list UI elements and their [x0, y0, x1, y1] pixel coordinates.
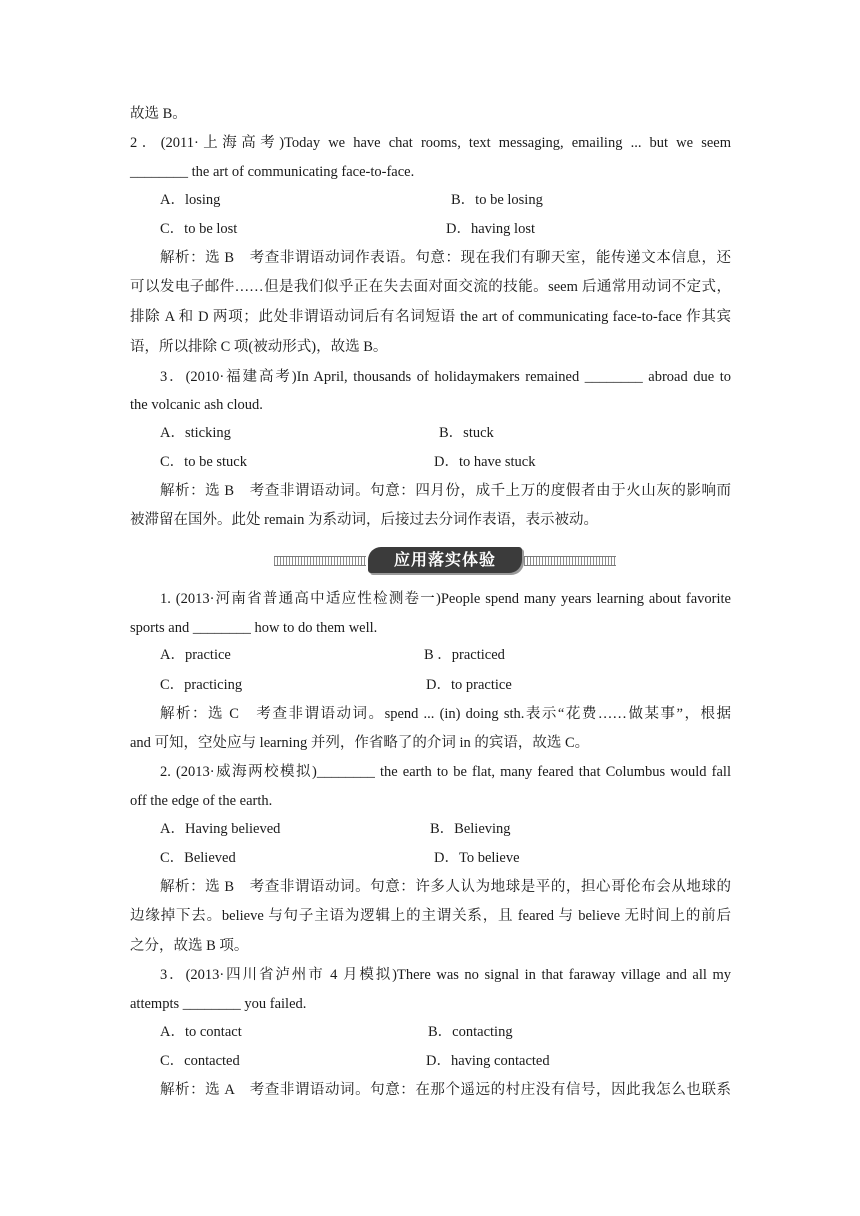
practice-3-stem-cont: attempts ________ you failed. [130, 996, 307, 1012]
answer-line: 故选 B。 [130, 106, 187, 122]
section-banner [274, 547, 616, 575]
practice-2-option-d: D．To believe [434, 850, 520, 866]
practice-2-stem-cont: off the edge of the earth. [130, 793, 273, 809]
practice-2-explanation-3: 之分，故选 B 项。 [130, 938, 249, 954]
question-2-stem-cont: ________ the art of communicating face-to-face. [130, 164, 415, 180]
question-3-option-d: D．to have stuck [434, 454, 536, 470]
question-3-option-b: B．stuck [439, 425, 494, 441]
question-2-explanation-2: 可以发电子邮件……但是我们似乎正在失去面对面交流的技能。seem 后通常用动词不定式， [130, 279, 731, 295]
question-3-explanation: 解析：选 B 考查非谓语动词。句意：四月份，成千上万的度假者由于火山灰的影响而 [160, 483, 731, 499]
banner-stripe-left [274, 556, 366, 566]
question-2-option-c: C．to be lost [160, 221, 238, 237]
question-2-explanation-4: 语，所以排除 C 项(被动形式)，故选 B。 [130, 339, 388, 355]
practice-1-explanation-2: and 可知，空处应与 learning 并列，作省略了的介词 in 的宾语，故选 C。 [130, 735, 590, 751]
practice-1-stem: 1. (2013·河南省普通高中适应性检测卷一)People spend many years learning about favorite [160, 591, 731, 607]
section-title: 应用落实体验 [393, 550, 496, 569]
practice-2-option-c: C．Believed [160, 850, 236, 866]
practice-2-option-b: B．Believing [430, 821, 511, 837]
practice-3-stem: 3．(2013·四川省泸州市 4 月模拟)There was no signal in that faraway village and all my [160, 967, 731, 983]
practice-1-option-a: A．practice [160, 647, 231, 663]
practice-2-explanation-2: 边缘掉下去。believe 与句子主语为逻辑上的主谓关系，且 feared 与 believe 无时间上的前后 [130, 908, 731, 924]
practice-3-option-a: A．to contact [160, 1024, 242, 1040]
question-3-explanation-2: 被滞留在国外。此处 remain 为系动词，后接过去分词作表语，表示被动。 [130, 512, 599, 528]
practice-2-stem: 2. (2013·威海两校模拟)________ the earth to be flat, many feared that Columbus would fall [160, 764, 731, 780]
banner-stripe-right [524, 556, 616, 566]
practice-2-option-a: A．Having believed [160, 821, 281, 837]
question-2-explanation-3: 排除 A 和 D 两项；此处非谓语动词后有名词短语 the art of communicating face-to-face 作其宾 [130, 309, 731, 325]
question-2-explanation: 解析：选 B 考查非谓语动词作表语。句意：现在我们有聊天室，能传递文本信息，还 [160, 250, 731, 266]
practice-1-option-d: D．to practice [426, 677, 512, 693]
practice-3-explanation: 解析：选 A 考查非谓语动词。句意：在那个遥远的村庄没有信号，因此我怎么也联系 [160, 1082, 731, 1098]
question-3-option-a: A．sticking [160, 425, 231, 441]
question-2-option-a: A．losing [160, 192, 221, 208]
question-3-stem: 3．(2010·福建高考)In April, thousands of holidaymakers remained ________ abroad due to [160, 369, 731, 385]
question-2-option-b: B．to be losing [451, 192, 543, 208]
question-3-option-c: C．to be stuck [160, 454, 247, 470]
practice-3-option-d: D．having contacted [426, 1053, 550, 1069]
question-2-option-d: D．having lost [446, 221, 536, 237]
practice-1-stem-cont: sports and ________ how to do them well. [130, 620, 378, 636]
question-3-stem-cont: the volcanic ash cloud. [130, 397, 263, 413]
practice-1-explanation: 解析：选 C 考查非谓语动词。spend ... (in) doing sth.表示“花费……做某事”，根据 [160, 706, 731, 722]
practice-3-option-b: B．contacting [428, 1024, 513, 1040]
practice-3-option-c: C．contacted [160, 1053, 240, 1069]
question-2-stem: 2．(2011·上海高考)Today we have chat rooms, text messaging, emailing ... but we seem [130, 135, 731, 151]
practice-2-explanation: 解析：选 B 考查非谓语动词。句意：许多人认为地球是平的，担心哥伦布会从地球的 [160, 879, 731, 895]
practice-1-option-b: B ．practiced [424, 647, 505, 663]
practice-1-option-c: C．practicing [160, 677, 243, 693]
